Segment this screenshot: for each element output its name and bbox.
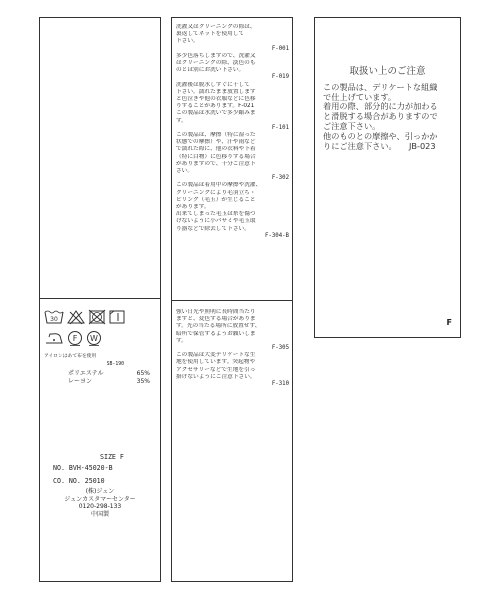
note-line: 洗濯後は脱水しすぐに干して [176, 81, 250, 88]
note-line: この製品は着用中の摩擦や洗濯、 [176, 182, 262, 189]
phone-number: 0120-298-133 [78, 503, 122, 511]
note-line: 状態での摩擦）や、汗や雨など [176, 139, 256, 146]
size-letter: F [446, 318, 452, 327]
caution-line: 他のものとの摩擦や、引っかか [323, 131, 438, 141]
note-code: F-304-B [265, 232, 289, 239]
no-tumble-dry-icon [88, 309, 106, 325]
note-code: F-101 [271, 124, 289, 131]
care-notes-upper [176, 24, 289, 240]
note-line: はクリーニングの際、淡色のも [176, 60, 256, 67]
label-divider [40, 298, 160, 299]
material-row [68, 370, 150, 378]
note-line: 下さい。濡れたまま放置します [176, 88, 256, 95]
caution-title: 取扱い上のご注意 [349, 66, 426, 77]
note-code: F-302 [271, 175, 289, 182]
note-line: のとは別にお洗い下さい。 [176, 67, 245, 74]
company-info [40, 488, 160, 518]
caution-text [323, 67, 452, 151]
note-line: す。 [176, 117, 187, 124]
customer-center: ジュンカスタマーセンター [64, 495, 136, 503]
dry-clean-f-icon [67, 330, 83, 346]
note-line: で濡れた際に、他の衣料や下着 [176, 146, 256, 153]
note-line: 暗所で保管するようお願いしま [176, 330, 256, 337]
iron-note: アイロンはあて布を使用 [44, 354, 97, 359]
note-line: 地を使用しています。突起物や [176, 359, 256, 366]
wash-30-icon [44, 309, 64, 325]
material-name: ポリエステル [68, 370, 104, 377]
note-code: F-310 [271, 381, 289, 388]
note-line: り器などで除去して下さい。 [176, 225, 250, 232]
material-percent: 65% [136, 370, 150, 377]
note-line: アクセサリーなどで生地を引っ [176, 366, 256, 373]
note-line: （特に白物）に色移りする場合 [176, 153, 256, 160]
note-line: があります。 [176, 204, 210, 211]
caution-line: 着用の際、部分的に力が加わる [323, 102, 438, 112]
note-line: 多少色落ちしますので、洗濯又 [176, 52, 256, 59]
line-dry-shade-icon [108, 309, 126, 325]
note-line: がありますので、十分ご注意下 [176, 160, 256, 167]
country-of-origin: 中国製 [90, 510, 109, 518]
co-number: CO. NO. 25010 [53, 477, 105, 485]
label-divider [172, 300, 292, 301]
note-line: この製品は水洗いで多少縮みま [176, 110, 256, 117]
note-line: 裏返してネットを使用して [176, 31, 245, 38]
note-code: F-305 [271, 345, 289, 352]
note-line: この製品は大変デリケートな生 [176, 352, 256, 359]
note-line: す。光の当たる場所に放置せず、 [176, 323, 261, 330]
care-notes-lower [176, 309, 289, 388]
note-line: クリーニングにより毛羽立ち・ [176, 189, 256, 196]
note-line: 洗濯又はクリーニングの際は、 [176, 24, 256, 30]
material-percent: 35% [136, 377, 150, 385]
material-row [68, 378, 150, 386]
note-code: F-019 [271, 74, 289, 81]
caution-line: で仕上げています。 [323, 92, 397, 102]
caution-line: りにご注意下さい。 JB-023 [323, 141, 436, 151]
caution-line: と滑脱する場合がありますので [323, 112, 438, 122]
note-line: す。 [176, 337, 187, 344]
note-code: F-001 [271, 45, 289, 52]
material-composition [68, 370, 150, 385]
care-label-middle [171, 17, 293, 582]
size-code: SB-190 [106, 362, 124, 367]
note-line: 下さい。 [176, 38, 199, 45]
note-line: 掛けないようにご注意下さい。 [176, 373, 256, 380]
caution-line: ご注意下さい。 [323, 121, 381, 131]
care-symbols-row-1 [44, 309, 126, 325]
iron-low-icon [44, 331, 64, 345]
wet-clean-w-icon [86, 330, 102, 346]
size-line: SIZE F [100, 453, 124, 461]
dry-clean-letter: F [72, 334, 78, 343]
product-number: NO. BVH-45020-B [53, 464, 113, 472]
note-line: ますと、変色する場合がありま [176, 316, 256, 323]
note-line: ピリング（毛玉）が生じること [176, 196, 256, 203]
note-line: 出来てしまった毛玉は糸を傷つ [176, 211, 256, 218]
note-line: りすることがあります。F-021 [176, 103, 255, 110]
wet-clean-letter: W [90, 334, 98, 343]
caution-line: この製品は、デリケートな組織 [323, 82, 438, 92]
note-line: 強い日光や照明に長時間当たり [176, 309, 256, 315]
handling-caution-label [314, 17, 461, 338]
note-line: さい。 [176, 168, 194, 175]
material-name: レーヨン [68, 377, 93, 385]
care-symbols-row-2 [44, 330, 102, 346]
note-line: と色泣きや他の衣服などに色移 [176, 96, 256, 103]
note-line: けないように小バサミや毛玉取 [176, 218, 256, 225]
no-bleach-icon [66, 309, 86, 325]
company-name: (株)ジュン [85, 488, 115, 495]
care-label-left [39, 17, 161, 582]
note-line: この製品は、摩擦（特に湿った [176, 132, 256, 139]
wash-temp: 30 [50, 316, 58, 323]
